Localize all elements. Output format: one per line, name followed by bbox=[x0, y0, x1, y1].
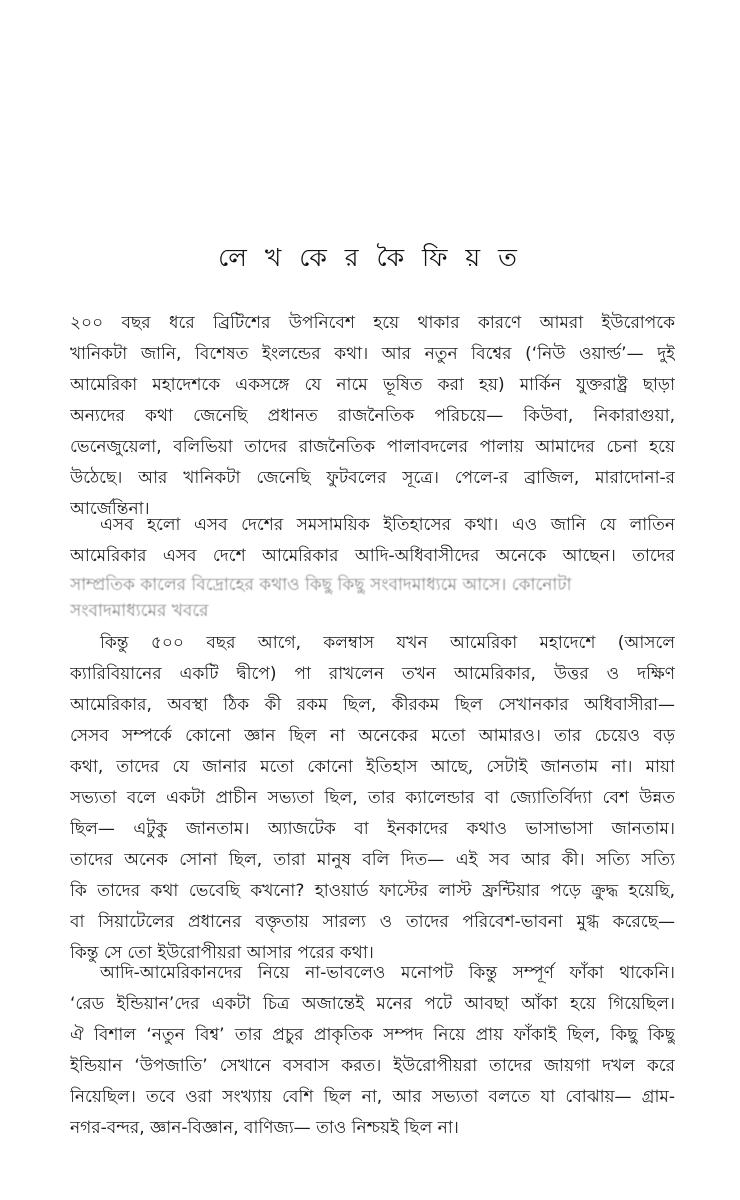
text-line: অন্যদের কথা জেনেছি প্রধানত রাজনৈতিক পরিচয়ে— কিউবা, নিকারাগুয়া, bbox=[70, 406, 675, 426]
paragraph-4 bbox=[70, 958, 675, 1144]
smudged-line: সংবাদমাধ্যমের খবরে bbox=[70, 601, 209, 621]
text-line: ঐ বিশাল ‘নতুন বিশ্ব’ তার প্রচুর প্রাকৃতিক সম্পদ নিয়ে প্রায় ফাঁকাই ছিল, কিছু কিছু bbox=[70, 1025, 675, 1045]
text-line: বা সিয়াটেলের প্রধানের বক্তৃতায় সারল্য ও তাদের পরিবেশ-ভাবনা মুগ্ধ করেছে— bbox=[70, 912, 675, 932]
text-line: সভ্যতা বলে একটা প্রাচীন সভ্যতা ছিল, তার ক্যালেন্ডার বা জ্যোতির্বিদ্যা বেশ উন্নত bbox=[70, 788, 675, 808]
text-line: কিন্তু ৫০০ বছর আগে, কলম্বাস যখন আমেরিকা মহাদেশে (আসলে bbox=[100, 633, 675, 653]
text-line: তাদের অনেক সোনা ছিল, তারা মানুষ বলি দিত— এই সব আর কী। সত্যি সত্যি bbox=[70, 850, 675, 870]
paragraph-2 bbox=[70, 510, 675, 572]
text-line: খানিকটা জানি, বিশেষত ইংলন্ডের কথা। আর নতুন বিশ্বের (‘নিউ ওয়ার্ল্ড’— দুই bbox=[70, 344, 675, 364]
text-line: ‘রেড ইন্ডিয়ান’দের একটা চিত্র অজান্তেই মনের পটে আবছা আঁকা হয়ে গিয়েছিল। bbox=[70, 994, 675, 1014]
text-line: কিন্তু সে তো ইউরোপীয়রা আসার পরের কথা। bbox=[70, 943, 374, 963]
text-line: আমেরিকা মহাদেশকে একসঙ্গে যে নামে ভূষিত করা হয়) মার্কিন যুক্তরাষ্ট্র ছাড়া bbox=[70, 375, 675, 395]
smudged-text bbox=[70, 572, 675, 622]
text-line: ইন্ডিয়ান ‘উপজাতি’ সেখানে বসবাস করত। ইউরোপীয়রা তাদের জায়গা দখল করে bbox=[70, 1056, 675, 1076]
text-line: আমেরিকার, অবস্থা ঠিক কী রকম ছিল, কীরকম ছিল সেখানকার অধিবাসীরা— bbox=[70, 695, 675, 715]
text-line: ভেনেজুয়েলা, বলিভিয়া তাদের রাজনৈতিক পালাবদলের পালায় আমাদের চেনা হয়ে bbox=[70, 437, 675, 457]
text-line: আমেরিকার এসব দেশে আমেরিকার আদি-অধিবাসীদের অনেকে আছেন। তাদের bbox=[70, 546, 675, 566]
text-line: ছিল— এটুকু জানতাম। অ্যাজটেক বা ইনকাদের কথাও ভাসাভাসা জানতাম। bbox=[70, 819, 675, 839]
paragraph-1 bbox=[70, 308, 675, 525]
text-line: কি তাদের কথা ভেবেছি কখনো? হাওয়ার্ড ফাস্টের লাস্ট ফ্রন্টিয়ার পড়ে ক্রুদ্ধ হয়েছি, bbox=[70, 881, 675, 901]
text-line: নিয়েছিল। তবে ওরা সংখ্যায় বেশি ছিল না, আর সভ্যতা বলতে যা বোঝায়— গ্রাম- bbox=[70, 1087, 675, 1107]
text-line: ক্যারিবিয়ানের একটি দ্বীপে) পা রাখলেন তখন আমেরিকার, উত্তর ও দক্ষিণ bbox=[70, 664, 675, 684]
text-line: ২০০ বছর ধরে ব্রিটিশের উপনিবেশ হয়ে থাকার কারণে আমরা ইউরোপকে bbox=[70, 313, 675, 333]
text-line: উঠেছে। আর খানিকটা জেনেছি ফুটবলের সূত্রে। পেলে-র ব্রাজিল, মারাদোনা-র bbox=[70, 468, 675, 488]
text-line: নগর-বন্দর, জ্ঞান-বিজ্ঞান, বাণিজ্য— তাও নিশ্চয়ই ছিল না। bbox=[70, 1118, 459, 1138]
text-line: সেসব সম্পর্কে কোনো জ্ঞান ছিল না অনেকের মতো আমারও। তার চেয়েও বড় bbox=[70, 726, 675, 746]
paragraph-3 bbox=[70, 628, 675, 969]
text-line: আর্জেন্তিনা। bbox=[70, 499, 150, 519]
text-line: আদি-আমেরিকানদের নিয়ে না-ভাবলেও মনোপট কিন্তু সম্পূর্ণ ফাঁকা থাকেনি। bbox=[100, 963, 675, 983]
text-line: কথা, তাদের যে জানার মতো কোনো ইতিহাস আছে, সেটাই জানতাম না। মায়া bbox=[70, 757, 675, 777]
chapter-title: লে খ কে র কৈ ফি য় ত bbox=[218, 243, 522, 272]
text-line: এসব হলো এসব দেশের সমসাময়িক ইতিহাসের কথা। এও জানি যে লাতিন bbox=[100, 515, 675, 535]
smudged-line: সাম্প্রতিক কালের বিদ্রোহের কথাও কিছু কিছু সংবাদমাধ্যমে আসে। কোনোটা bbox=[70, 575, 572, 595]
